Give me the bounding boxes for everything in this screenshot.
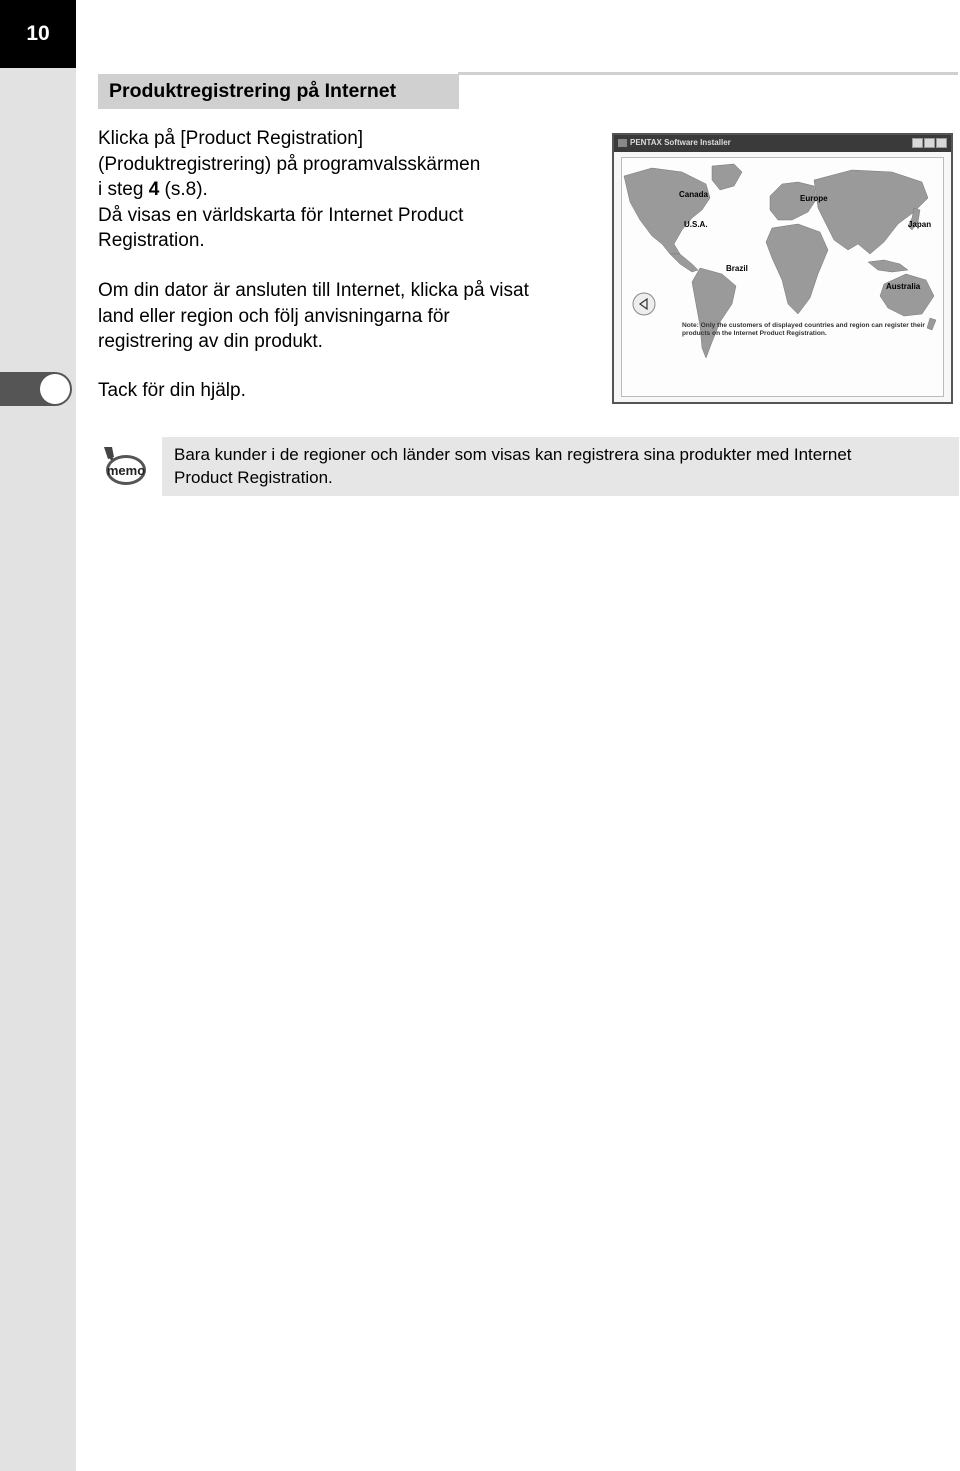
thanks-text: Tack för din hjälp.	[98, 380, 246, 401]
indonesia-shape	[868, 260, 908, 272]
south-america-shape	[692, 268, 736, 358]
north-america-shape	[624, 168, 710, 254]
window-titlebar	[614, 135, 951, 152]
australia-shape	[880, 274, 934, 316]
region-brazil[interactable]: Brazil	[726, 264, 748, 273]
chapter-tab-marker	[0, 372, 72, 406]
title-rule	[458, 72, 958, 75]
africa-shape	[766, 224, 828, 314]
intro-paragraph: Klicka på [Product Registration] (Produktregistrering) på programvalsskärmen i steg 4 (s.8). Då visas en världskarta för Internet Product Registration.	[98, 128, 481, 251]
app-icon	[618, 139, 627, 147]
memo-line-1: Bara kunder i de regioner och länder som visas kan registrera sina produkter med Internet	[174, 445, 852, 464]
minimize-button[interactable]	[912, 138, 923, 148]
screenshot-note: Note: Only the customers of displayed countries and region can register their products on the Internet Product Registration.	[682, 322, 925, 337]
memo-line-2: Product Registration.	[174, 468, 333, 487]
svg-text:memo: memo	[106, 463, 146, 478]
memo-icon	[98, 443, 148, 489]
back-arrow-icon[interactable]	[632, 292, 656, 316]
installer-screenshot	[612, 133, 953, 404]
side-band	[0, 0, 76, 1471]
region-japan[interactable]: Japan	[908, 220, 932, 229]
step-number: 4	[148, 179, 160, 200]
window-title: PENTAX Software Installer	[630, 138, 731, 147]
section-title: Produktregistrering på Internet	[98, 74, 459, 109]
world-map	[622, 158, 943, 396]
memo-note	[162, 437, 959, 496]
region-australia[interactable]: Australia	[886, 282, 921, 291]
central-america-shape	[670, 254, 698, 272]
world-map-panel	[621, 157, 944, 397]
region-canada[interactable]: Canada	[679, 190, 708, 199]
greenland-shape	[712, 164, 742, 190]
maximize-button[interactable]	[924, 138, 935, 148]
close-button[interactable]	[936, 138, 947, 148]
region-usa[interactable]: U.S.A.	[684, 220, 708, 229]
page-number: 10	[0, 0, 76, 68]
region-europe[interactable]: Europe	[800, 194, 828, 203]
asia-shape	[814, 170, 928, 254]
instructions-paragraph: Om din dator är ansluten till Internet, klicka på visat land eller region och följ anvisningarna för registrering av din produkt.	[98, 280, 529, 352]
